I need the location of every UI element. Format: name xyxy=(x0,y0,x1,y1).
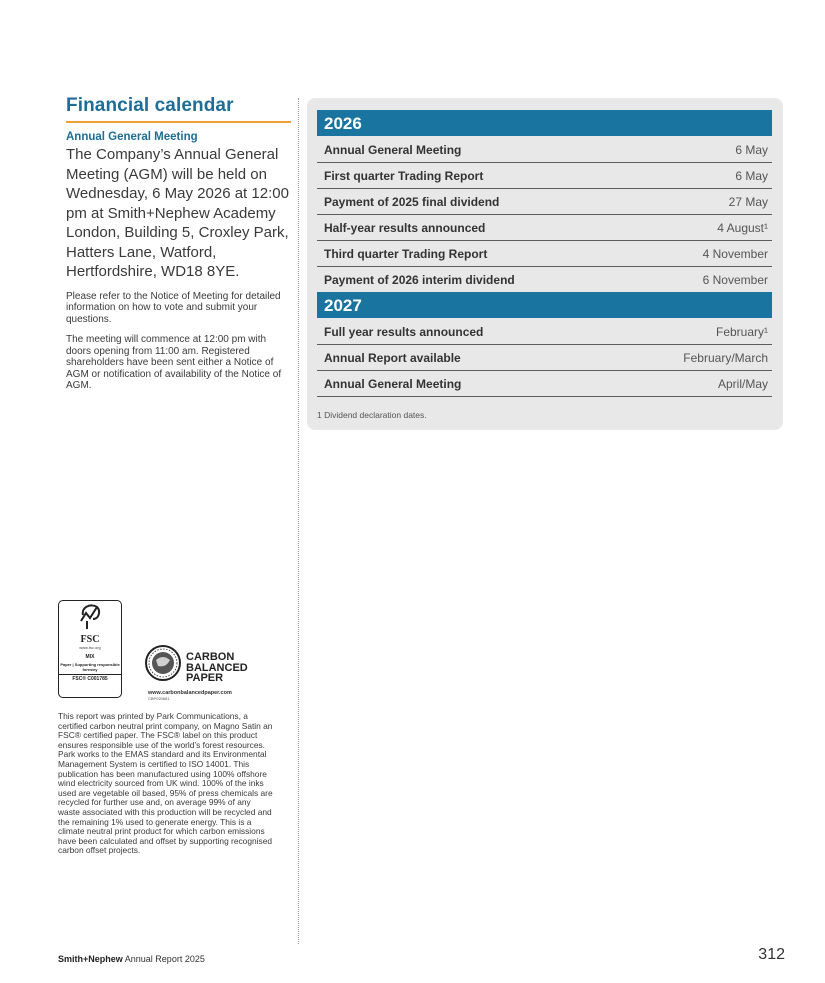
year-header-2027: 2027 xyxy=(317,292,772,318)
event-date: February/March xyxy=(683,351,768,365)
calendar-row xyxy=(317,241,772,267)
carbon-balanced-code: CBP020881 xyxy=(148,696,170,701)
fsc-name: FSC xyxy=(80,634,100,645)
event-date: 6 May xyxy=(735,143,768,157)
event-date: 6 November xyxy=(702,273,768,287)
calendar-row xyxy=(317,189,772,215)
calendar-row xyxy=(317,215,772,241)
carbon-globe-icon xyxy=(144,644,182,682)
page-title: Financial calendar xyxy=(66,95,291,123)
event-label: Annual General Meeting xyxy=(324,377,462,391)
carbon-balanced-text xyxy=(186,652,248,684)
left-column xyxy=(66,95,291,392)
event-label: Payment of 2025 final dividend xyxy=(324,195,500,209)
fsc-logo xyxy=(58,600,122,698)
fsc-code: FSC® C001785 xyxy=(59,674,121,682)
agm-lead-paragraph: The Company’s Annual General Meeting (AGM) will be held on Wednesday, 6 May 2026 at 12:00 pm at Smith+Nephew Academy London, Building 5, Croxley Park, Hatters Lane, Watford, Hertfordshire, WD18 8YE. xyxy=(66,146,289,280)
footer-brand: Smith+Nephew xyxy=(58,954,123,964)
event-label: First quarter Trading Report xyxy=(324,169,484,183)
event-date: 4 August¹ xyxy=(717,221,768,235)
year-header-2026: 2026 xyxy=(317,110,772,136)
calendar-row xyxy=(317,371,772,397)
footer xyxy=(58,954,205,964)
carbon-balanced-logo xyxy=(144,638,284,708)
event-date: April/May xyxy=(717,377,768,391)
event-label: Full year results announced xyxy=(324,325,484,339)
calendar-row xyxy=(317,163,772,189)
agm-subheading: Annual General Meeting xyxy=(66,131,198,143)
calendar-row xyxy=(317,137,772,163)
event-label: Annual Report available xyxy=(324,351,461,365)
column-divider xyxy=(298,98,299,944)
certification-logos xyxy=(58,600,278,708)
page-number: 312 xyxy=(758,946,785,963)
cbp-line: CARBON xyxy=(186,651,235,663)
meeting-paragraph: The meeting will commence at 12:00 pm with doors opening from 11:00 am. Registered shareholders have been sent either a Notice of AGM or notification of availability of the Notice of AGM. xyxy=(66,334,282,391)
calendar-row xyxy=(317,319,772,345)
fsc-paper-label: Paper | Supporting responsible forestry xyxy=(60,662,120,672)
event-label: Third quarter Trading Report xyxy=(324,247,488,261)
event-label: Payment of 2026 interim dividend xyxy=(324,273,515,287)
event-label: Half-year results announced xyxy=(324,221,486,235)
fsc-mix-label: MIX xyxy=(85,654,95,660)
event-date: 27 May xyxy=(728,195,768,209)
calendar-row xyxy=(317,267,772,293)
footnote: 1 Dividend declaration dates. xyxy=(317,410,427,420)
calendar-row xyxy=(317,345,772,371)
event-label: Annual General Meeting xyxy=(324,143,462,157)
fsc-website: www.fsc.org xyxy=(79,645,101,650)
notice-paragraph: Please refer to the Notice of Meeting for detailed information on how to vote and submit your questions. xyxy=(66,290,281,325)
event-date: 4 November xyxy=(702,247,768,261)
event-date: February¹ xyxy=(715,325,768,339)
event-date: 6 May xyxy=(735,169,768,183)
cbp-line: PAPER xyxy=(186,672,224,684)
cbp-line: BALANCED xyxy=(186,661,248,674)
carbon-balanced-url: www.carbonbalancedpaper.com xyxy=(148,690,232,696)
footer-report: Annual Report 2025 xyxy=(124,954,205,964)
print-note: This report was printed by Park Communications, a certified carbon neutral print company, on Magno Satin an FSC® certified paper. The FSC® label on this product ensures responsible use of the world’s forest resources. Park works to the EMAS standard and its Environmental Management System is certified to ISO 14001. This publication has been manufactured using 100% offshore wind electricity sourced from UK wind. 100% of the inks used are vegetable oil based, 95% of press chemicals are recycled for further use and, on average 99% of any waste associated with this production will be recycled and the remaining 1% used to generate energy. This is a climate neutral print product for which carbon emissions have been calculated and offset by supporting recognised carbon offset projects. xyxy=(58,711,273,856)
fsc-tree-icon xyxy=(73,601,107,631)
